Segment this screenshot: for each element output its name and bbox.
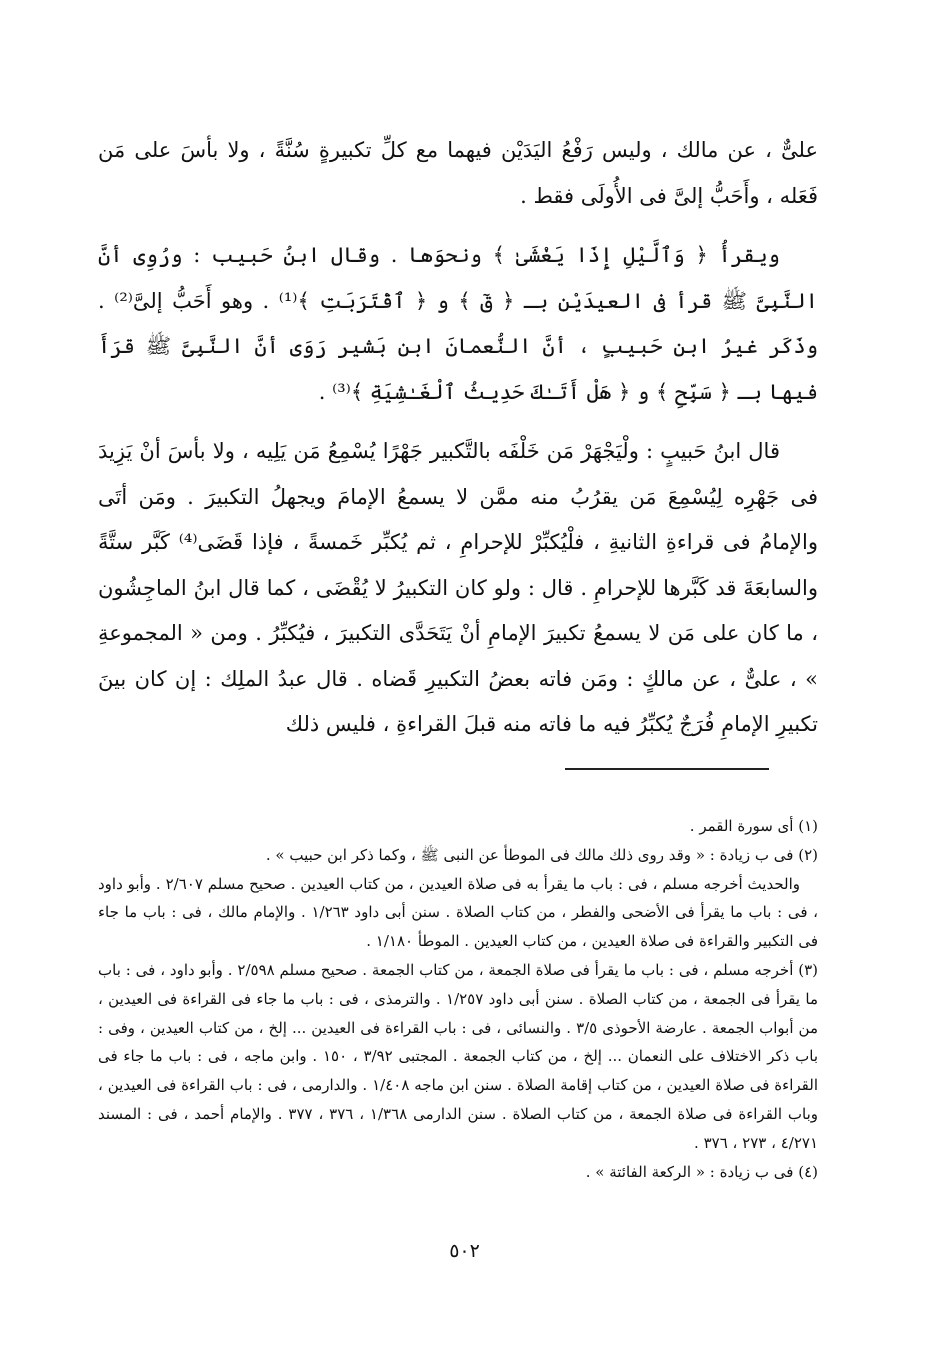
body-paragraph-1: علىٌّ ، عن مالك ، وليس رَفْعُ اليَدَيْن فيهما مع كلِّ تكبيرةٍ سُنَّةً ، ولا بأسَ على مَن فَعَله ، وأَحَبُّ إلىَّ فى الأُولَى فقط . — [98, 138, 818, 208]
footnotes-section — [98, 812, 818, 1186]
main-text-body — [98, 128, 818, 762]
footnote-4: (٤) فى ب زيادة : « الركعة الفائتة » . — [585, 1162, 818, 1181]
footnote-1: (١) أى سورة القمر . — [689, 817, 818, 835]
footnote-separator-rule — [565, 768, 769, 770]
footnote-3: (٣) أخرجه مسلم ، فى : باب ما يقرأ فى صلاة الجمعة ، من كتاب الجمعة . صحيح مسلم ٢/٥٩٨ . وأبو داود ، فى : باب ما يقرأ فى الجمعة ، من كتاب الصلاة . سنن أبى داود ١/٢٥٧ . والترمذى ، فى : باب ما جاء فى القراءة فى العيدين ، من أبواب الجمعة . عارضة الأحوذى ٣/٥ . والنسائى ، فى : باب القراءة فى العيدين ... إلخ ، من كتاب العيدين ، وفى : باب ذكر الاختلاف على النعمان ... إلخ ، من كتاب الجمعة . المجتبى ٣/٩٢ ، ١٥٠ . وابن ماجه ، فى : باب ما جاء فى القراءة فى صلاة العيدين ، من كتاب إقامة الصلاة . سنن ابن ماجه ١/٤٠٨ . والدارمى ، فى : باب القراءة فى العيدين ، وباب القراءة فى صلاة الجمعة ، من كتاب الصلاة . سنن الدارمى ١/٣٦٨ ، ٣٧٦ ، ٣٧٧ . والإمام أحمد ، فى : المسند ٤/٢٧١ ، ٢٧٣ ، ٣٧٦ . — [98, 960, 818, 1152]
body-paragraph-3: قال ابنُ حَبيبٍ : ولْيَجْهَرْ مَن خَلْفَه بالتَّكبير جَهْرًا يُسْمِعُ مَن يَلِيه ، ولا بأسَ أنْ يَزِيدَ فى جَهْرِه لِيُسْمِعَ مَن يقرُبُ منه ممَّن لا يسمعُ الإمامَ ويجهلُ التكبيرَ . ومَن أتَى والإمامُ فى قراءةِ الثانيةِ ، فلْيُكبِّرْ للإحرامِ ، ثم يُكبِّر خَمسةً ، فإذا قَضَى⁽⁴⁾ كَبَّر ستَّةً والسابعَةَ قد كَبَّرها للإحرامِ . قال : ولو كان التكبيرُ لا يُقْضَى ، كما قال ابنُ الماجِشُون ، ما كان على مَن لا يسمعُ تكبيرَ الإمامِ أنْ يَتَحَدَّى التكبيرَ ، فيُكبِّرُ . ومن « المجموعةِ » ، علىٌّ ، عن مالكٍ : ومَن فاته بعضُ التكبيرِ قَضاه . قال عبدُ الملِك : إن كان بينَ تكبيرِ الإمامِ فُرَجٌ يُكبِّرُ فيه ما فاته منه قبلَ القراءةِ ، فليس ذلك — [98, 439, 818, 736]
page-number: ٥٠٢ — [449, 1240, 480, 1262]
footnote-2: (٢) فى ب زيادة : « وقد روى ذلك مالك فى الموطأ عن النبى ﷺ ، وكما ذكر ابن حبيب » . — [265, 845, 818, 864]
body-paragraph-2: ويقرأُ ﴿ وَٱلَّيْلِ إِذَا يَغْشَىٰ ﴾ ونحوَها . وقال ابنُ حَبيب : ورُوِى أنَّ النَّبِىَّ ﷺ قرأ فى العيدَيْن بـ ﴿ قٓ ﴾ و ﴿ ٱقْتَرَبَتِ ﴾⁽¹⁾ . وهو أَحَبُّ إلىَّ⁽²⁾ . وذَكَر غيرُ ابن حَبيبٍ ، أنَّ النُّعمانَ ابن بَشير رَوَى أنَّ النَّبِىَّ ﷺ قرَأَ فيها بـ ﴿ سَبِّحِ ﴾ و ﴿ هَلْ أَتَـٰكَ حَدِيثُ ٱلْغَـٰشِيَةِ ﴾⁽³⁾ . — [98, 243, 818, 404]
footnote-2-continuation: والحديث أخرجه مسلم ، فى : باب ما يقرأ به فى صلاة العيدين ، من كتاب العيدين . صحيح مسلم ٢/٦٠٧ . وأبو داود ، فى : باب ما يقرأ فى الأضحى والفطر ، من كتاب الصلاة . سنن أبى داود ١/٢٦٣ . والإمام مالك ، فى : باب ما جاء فى التكبير والقراءة فى صلاة العيدين ، من كتاب العيدين . الموطأ ١/١٨٠ . — [98, 874, 819, 951]
